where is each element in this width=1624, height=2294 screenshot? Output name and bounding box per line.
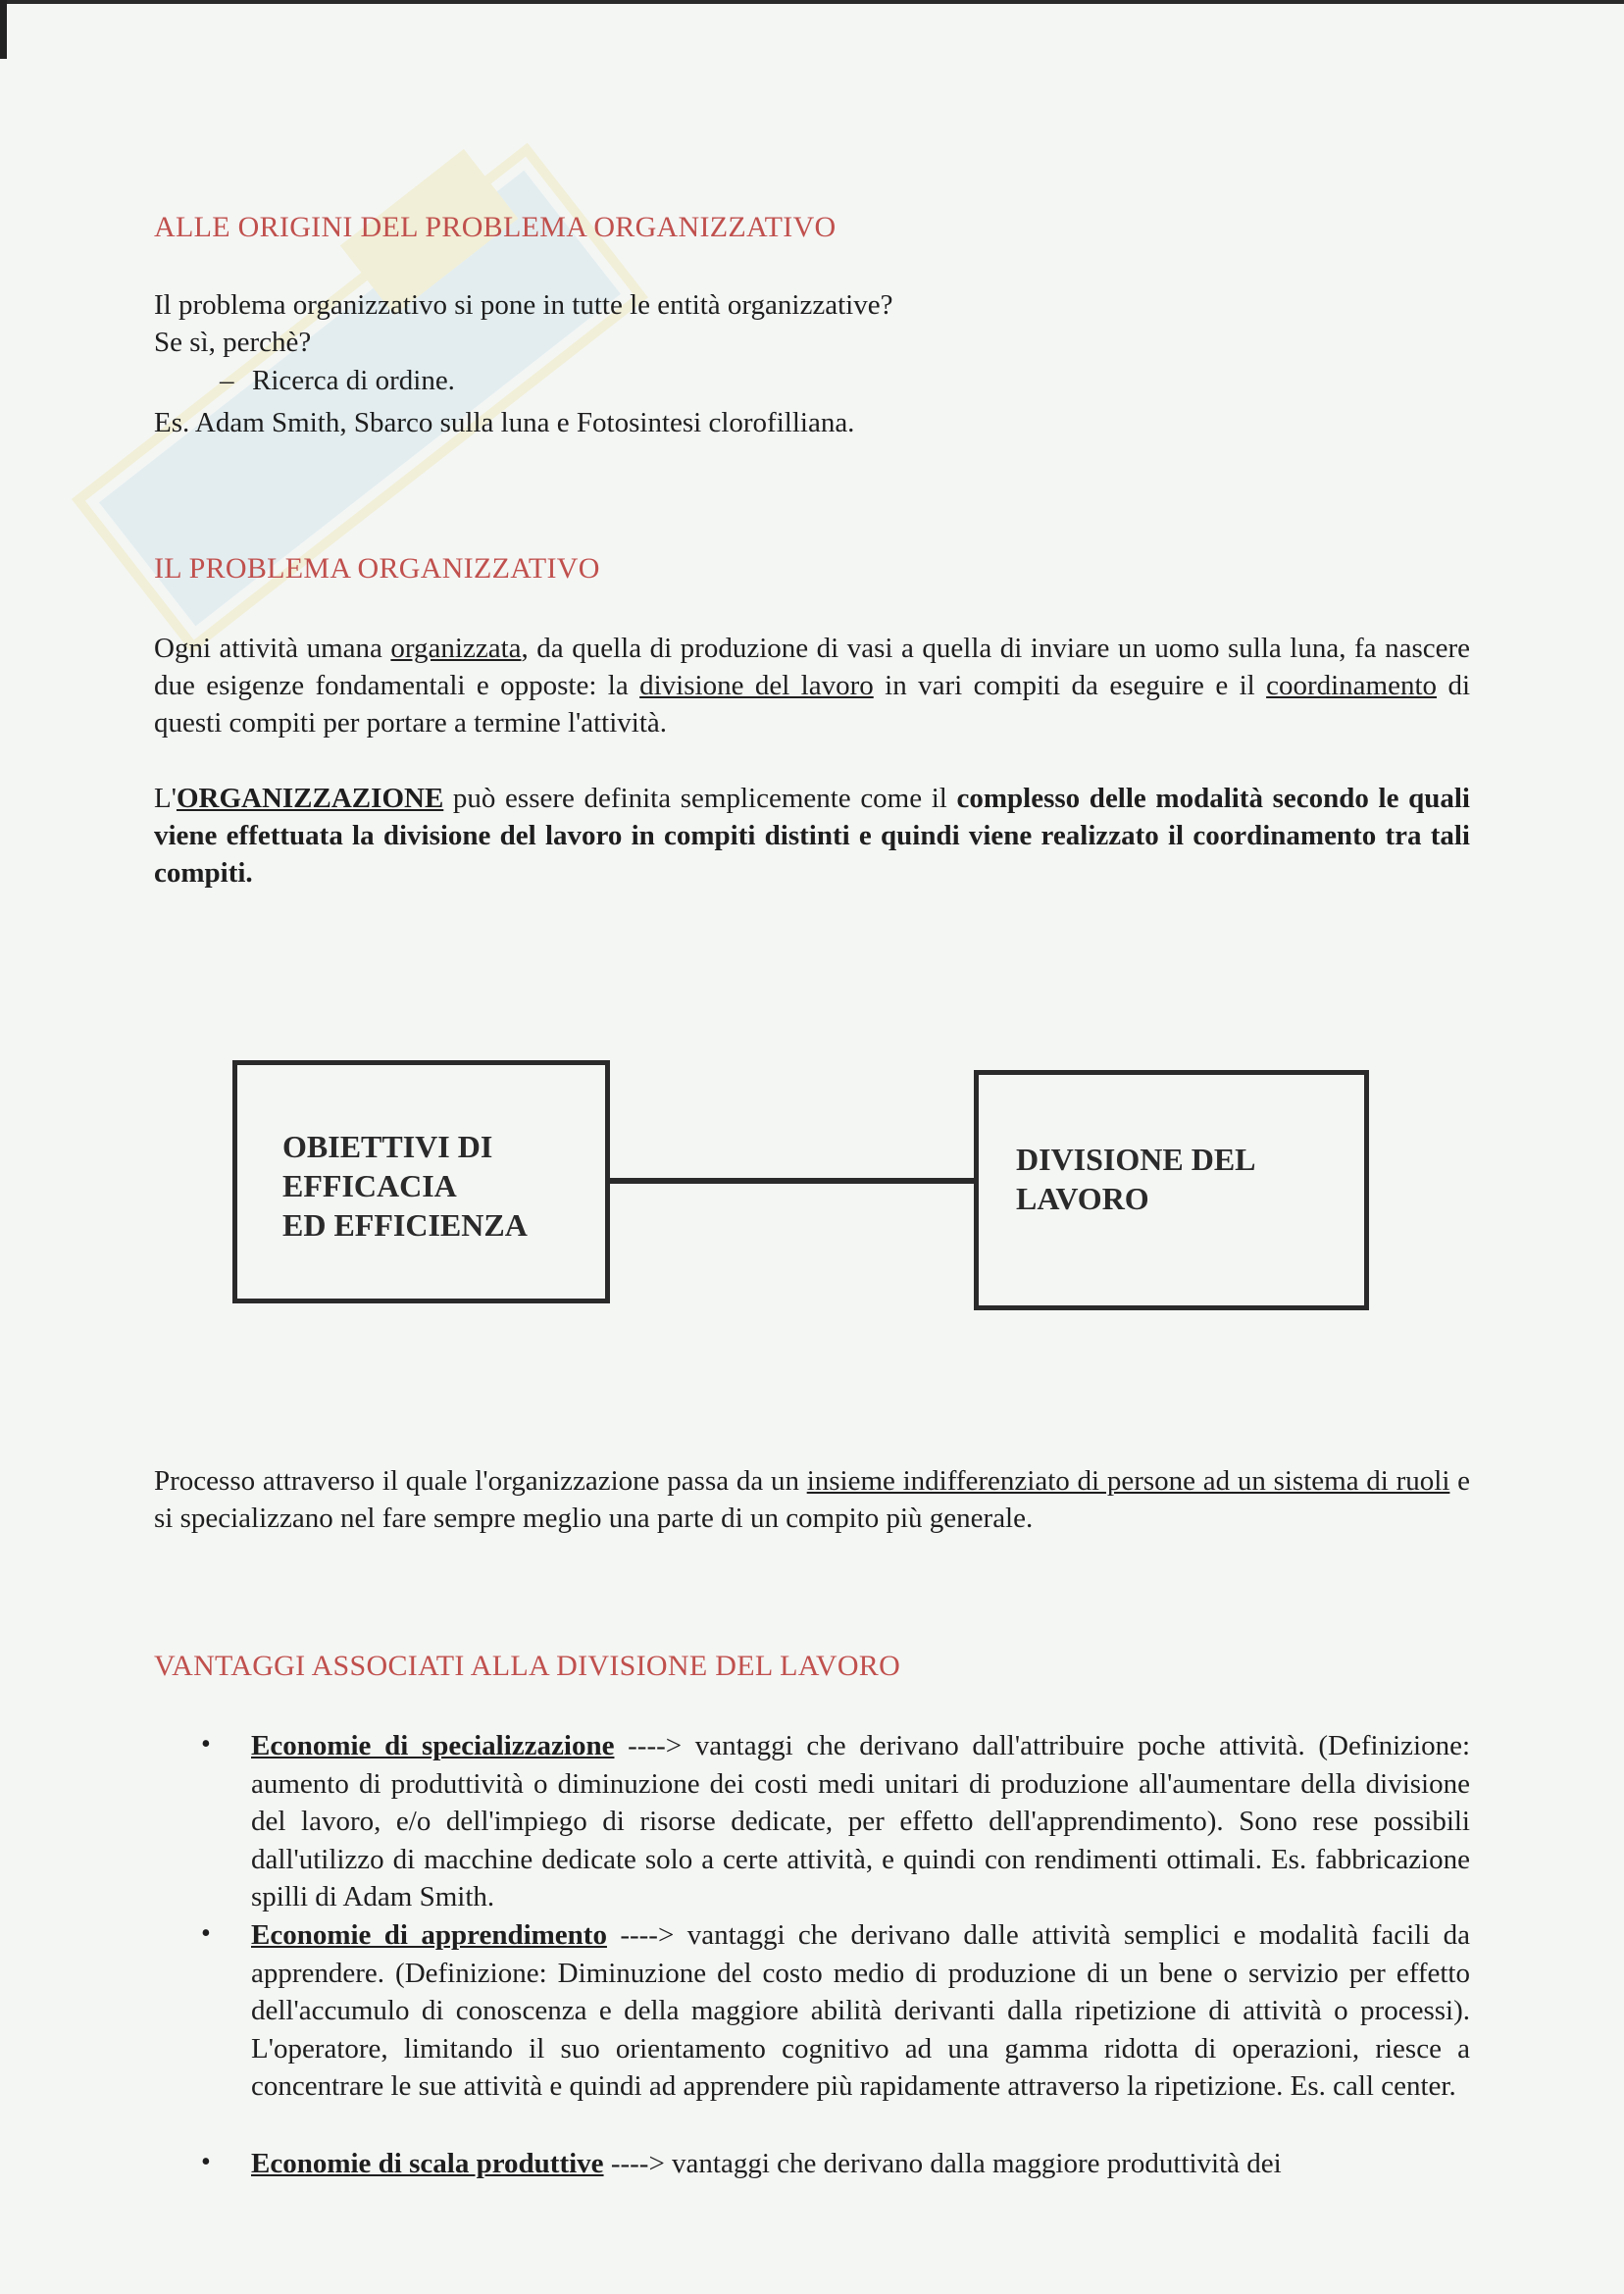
list-item: Ricerca di ordine.: [252, 365, 455, 396]
underlined-term: ORGANIZZAZIONE: [176, 783, 444, 814]
diagram-box-label: OBIETTIVI DI EFFICACIA ED EFFICIENZA: [282, 1129, 528, 1243]
scan-edge: [0, 0, 1624, 4]
question-1: Il problema organizzativo si pone in tutte le entità organizzative?: [154, 289, 893, 321]
heading-origini: ALLE ORIGINI DEL PROBLEMA ORGANIZZATIVO: [154, 211, 837, 243]
paragraph-processo: Processo attraverso il quale l'organizzazione passa da un insieme indifferenziato di persone ad un sistema di ruoli e si specializzano nel fare sempre meglio una parte di un compito più generale.: [154, 1465, 1470, 1534]
bullet-title: Economie di scala produttive: [251, 2148, 604, 2179]
bullet-dot: •: [201, 2147, 211, 2177]
underlined-term: organizzata: [390, 633, 522, 664]
paragraph-definizione: L'ORGANIZZAZIONE può essere definita semplicemente come il complesso delle modalità secondo le quali viene effettuata la divisione del lavoro in compiti distinti e quindi viene realizzato il coordinamento tra tali compiti.: [154, 783, 1470, 889]
dash-bullet: –: [220, 365, 234, 396]
paragraph-attivita: Ogni attività umana organizzata, da quella di produzione di vasi a quella di inviare un uomo sulla luna, fa nascere due esigenze fondamentali e opposte: la divisione del lavoro in vari compiti da eseguire e il coordinamento di questi compiti per portare a termine l'attività.: [154, 633, 1470, 739]
bold-definition: complesso delle modalità secondo le quali viene effettuata la divisione del lavoro in compiti distinti e quindi viene realizzato il coordinamento tra tali compiti.: [154, 783, 1470, 889]
heading-problema: IL PROBLEMA ORGANIZZATIVO: [154, 552, 600, 585]
question-2: Se sì, perchè?: [154, 327, 312, 358]
underlined-term: divisione del lavoro: [639, 670, 874, 701]
list-item: Economie di scala produttive ----> vantaggi che derivano dalla maggiore produttività dei: [251, 2148, 1282, 2179]
examples-line: Es. Adam Smith, Sbarco sulla luna e Fotosintesi clorofilliana.: [154, 407, 855, 438]
list-item: Economie di apprendimento ----> vantaggi che derivano dalle attività semplici e modalità facili da apprendere. (Definizione: Diminuzione del costo medio di produzione di un bene o servizio per effetto dell'accumulo di conoscenza e della maggiore abilità derivanti dalla ripetizione di attività o processi). L'operatore, limitando il suo orientamento cognitivo ad una gamma ridotta di operazioni, riesce a concentrare le sue attività e quindi ad apprendere più rapidamente attraverso la ripetizione. Es. call center.: [251, 1919, 1471, 2102]
heading-vantaggi: VANTAGGI ASSOCIATI ALLA DIVISIONE DEL LAVORO: [154, 1650, 901, 1682]
bullet-dot: •: [201, 1729, 211, 1759]
bullet-title: Economie di specializzazione: [251, 1730, 615, 1761]
underlined-term: coordinamento: [1266, 670, 1438, 701]
bullet-dot: •: [201, 1918, 211, 1949]
diagram-box-label: DIVISIONE DEL LAVORO: [1016, 1142, 1256, 1216]
list-item: Economie di specializzazione ----> vantaggi che derivano dall'attribuire poche attività. (Definizione: aumento di produttività o diminuzione dei costi medi unitari di produzione all'aumentare della divisione del lavoro, e/o dell'impiego di risorse dedicate, per effetto dell'apprendimento). Sono rese possibili dall'utilizzo di macchine dedicate solo a certe attività, e quindi con rendimenti ottimali. Es. fabbricazione spilli di Adam Smith.: [251, 1730, 1470, 1912]
underlined-term: insieme indifferenziato di persone ad un sistema di ruoli: [806, 1465, 1450, 1497]
bullet-title: Economie di apprendimento: [251, 1919, 607, 1951]
scan-edge: [0, 0, 7, 59]
diagram-connector: [610, 1178, 975, 1184]
